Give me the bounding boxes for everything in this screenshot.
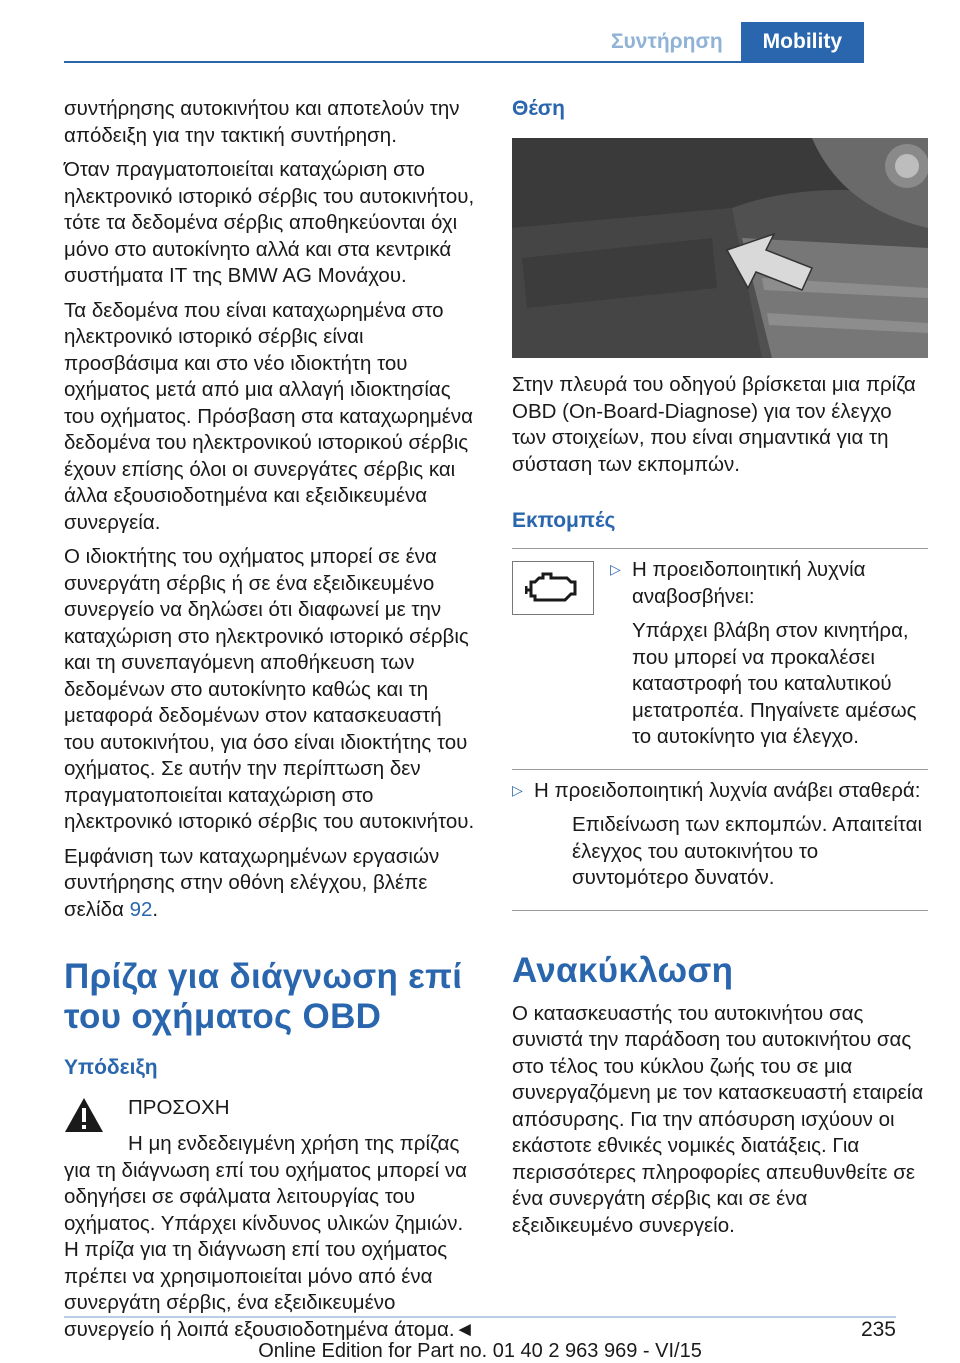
- emission-detail: Επιδείνωση των εκπομπών. Απαιτείται έλεγχος του αυτοκινήτου το συντομότερο δυνατόν.: [572, 813, 923, 889]
- warning-triangle-icon: [64, 1097, 104, 1133]
- edition-line: Online Edition for Part no. 01 40 2 963 969 - VI/15: [258, 1340, 702, 1362]
- emission-row-flashing: [512, 549, 928, 770]
- warning-block: [64, 1095, 476, 1133]
- footer-rule: [64, 1316, 896, 1318]
- display-text: Εμφάνιση των καταχωρημένων εργασιών συντήρησης στην οθόνη ελέγχου, βλέπε σελίδα: [64, 844, 440, 921]
- tab-chapter[interactable]: Mobility: [741, 22, 864, 62]
- paragraph: Όταν πραγματοποιείται καταχώριση στο ηλεκτρονικό ιστορικό σέρβις του αυτοκινήτου, τότε τα δεδομένα σέρβις αποθηκεύονται όχι μόνο στο αυτοκίνητο αλλά και στα κεντρικά συστήματα IT της BMW AG Μονάχου.: [64, 158, 475, 287]
- obd-location-photo: [512, 138, 928, 358]
- emission-table: [512, 548, 928, 911]
- warning-caps: ΠΡΟΣΟΧΗ: [128, 1096, 230, 1119]
- tab-section[interactable]: Συντήρηση: [593, 22, 741, 62]
- check-engine-icon: [512, 561, 594, 615]
- paragraph: Ο ιδιοκτήτης του οχήματος μπορεί σε ένα συνεργάτη σέρβις ή σε ένα εξειδικευμένο συνεργείο να δηλώσει ότι διαφωνεί με την καταχώριση στο ηλεκτρονικό ιστορικό σέρβις και τη συνεπαγόμενη αποθήκευση των δεδομένων στο αυτοκίνητο καθώς και τη μεταφορά δεδομένων στον κατασκευαστή του αυτοκινήτου, για όσο είναι ιδιοκτήτης του οχήματος. Σε αυτήν την περίπτωση δεν πραγματοποιείται καταχώριση στο ηλεκτρονικό ιστορικό σέρβις του αυτοκινήτου.: [64, 545, 475, 833]
- page-number: 235: [860, 1318, 896, 1341]
- emissions-heading: Εκπομπές: [512, 509, 616, 532]
- triangle-marker: ▷: [610, 561, 621, 577]
- recycling-text: Ο κατασκευαστής του αυτοκινήτου σας συνιστά την παράδοση του αυτοκινήτου σας στο τέλος του κύκλου ζωής του σε μια συνεργαζόμενη με τον κατασκευαστή εταιρεία απόσυρσης. Για την απόσυρση ισχύουν οι εκάστοτε εθνικές νομικές διατάξεις. Για περισσότερες πληροφορίες απευθυνθείτε σε ένα συνεργάτη σέρβις και σε ένα εξειδικευμένο συνεργείο.: [512, 1001, 924, 1237]
- display-reference: [64, 844, 476, 924]
- warning-body: Η μη ενδεδειγμένη χρήση της πρίζας για τη διάγνωση επί του οχήματος μπορεί να οδηγήσει σε σφάλματα λειτουργίας του οχήματος. Υπάρχει κίνδυνος υλικών ζημιών. Η πρίζα για τη διάγνωση επί του οχήματος πρέπει να χρησιμοποιείται μόνο από ένα συνεργάτη σέρβις, ένα εξειδικευμένο συνεργείο ή λοιπά εξουσιοδοτημένα άτομα.◄: [64, 1132, 475, 1341]
- obd-heading: Πρίζα για διάγνωση επί του οχήματος OBD: [64, 957, 463, 1036]
- triangle-marker: ▷: [512, 781, 523, 798]
- position-heading: Θέση: [512, 97, 566, 120]
- header-rule: [64, 61, 864, 63]
- recycling-heading: Ανακύκλωση: [512, 950, 734, 990]
- emission-title: Η προειδοποιητική λυχνία ανάβει σταθερά:: [534, 778, 921, 802]
- left-column: [64, 96, 476, 1351]
- right-column: [512, 96, 928, 1247]
- paragraph: Τα δεδομένα που είναι καταχωρημένα στο ηλεκτρονικό ιστορικό σέρβις είναι προσβάσιμα και στο νέο ιδιοκτήτη του οχήματος μετά από μια αλλαγή ιδιοκτησίας του οχήματος. Πρόσβαση στα καταχωρημένα δεδομένα του ηλεκτρονικού ιστορικού σέρβις έχουν επίσης όλοι οι συνεργάτες σέρβις και άλλα εξουσιοδοτημένα και εξειδικευμένα συνεργεία.: [64, 298, 474, 534]
- paragraph: συντήρησης αυτοκινήτου και αποτελούν την απόδειξη για την τακτική συντήρηση.: [64, 97, 460, 147]
- header-tabs: [593, 22, 864, 62]
- emission-content: [596, 557, 928, 759]
- page-link[interactable]: 92: [129, 897, 153, 921]
- emission-line: [512, 778, 928, 813]
- emission-detail: Υπάρχει βλάβη στον κινητήρα, που μπορεί να προκαλέσει καταστροφή του καταλυτικού μετατροπέα. Πηγαίνετε αμέσως το αυτοκίνητο για έλεγχο.: [632, 619, 917, 748]
- emission-row-steady: [512, 770, 928, 911]
- photo-illustration: [512, 138, 928, 358]
- icon-cell: [512, 557, 596, 759]
- display-end: .: [152, 897, 159, 921]
- warning-caps-wrap: [128, 1095, 230, 1126]
- emission-line: [610, 557, 928, 618]
- emission-content: [512, 778, 928, 900]
- emission-title: Η προειδοποιητική λυχνία αναβοσβήνει:: [632, 558, 866, 608]
- note-heading: Υπόδειξη: [64, 1056, 158, 1079]
- warning-text: [64, 1131, 476, 1343]
- position-text: Στην πλευρά του οδηγού βρίσκεται μια πρίζα OBD (On-Board-Diagnose) για τον έλεγχο των στοιχείων, που είναι σημαντικά για τη σύσταση των εκπομπών.: [512, 373, 916, 476]
